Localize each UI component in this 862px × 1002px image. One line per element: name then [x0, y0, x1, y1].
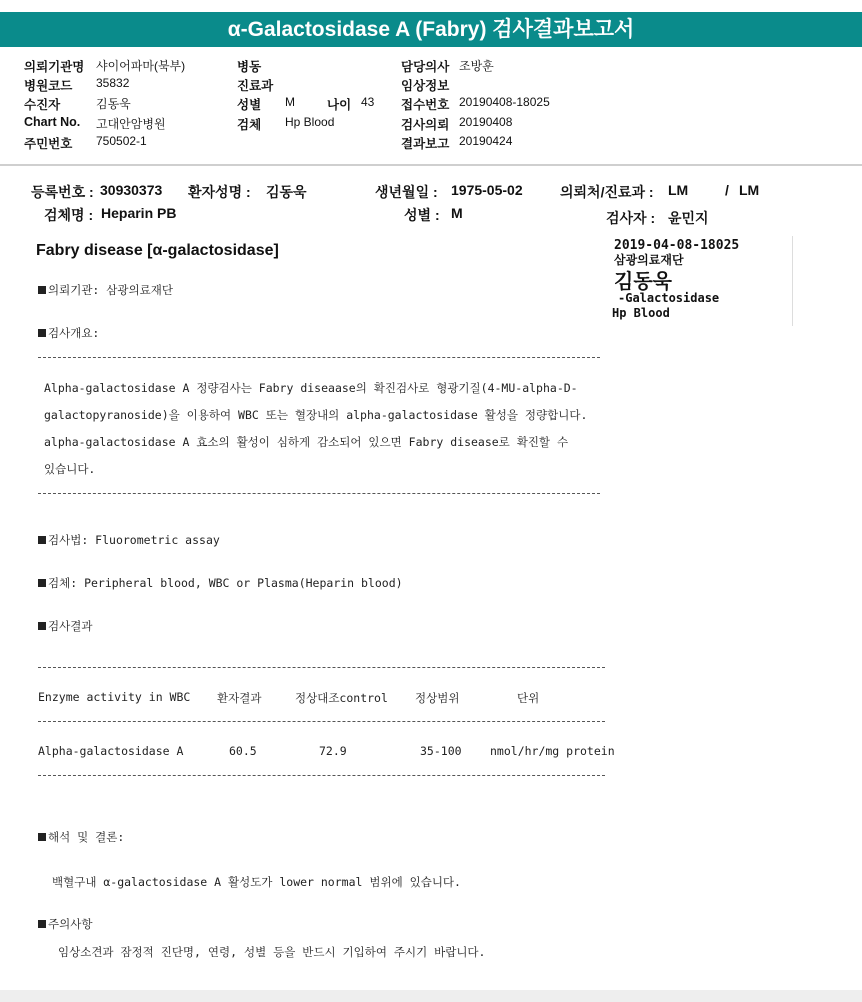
overview-line: 있습니다.	[44, 462, 96, 476]
stamp-specimen: Hp Blood	[612, 306, 670, 320]
section-specimen	[38, 575, 403, 591]
section-overview-text: 검사개요:	[48, 326, 100, 340]
header-label: 검체	[237, 118, 262, 132]
header-value: 43	[361, 95, 375, 109]
header-value: 35832	[96, 76, 130, 90]
section-specimen-text: 검체: Peripheral blood, WBC or Plasma(Heparin blood)	[48, 576, 403, 590]
header-label: Chart No.	[24, 115, 81, 129]
dob-label: 생년월일 :	[375, 184, 438, 200]
table-cell-unit: nmol/hr/mg protein	[490, 744, 615, 758]
dept-value: LM	[668, 182, 689, 198]
section-method-text: 검사법: Fluorometric assay	[48, 533, 220, 547]
section-institution-text: 의뢰기관: 삼광의료재단	[48, 283, 173, 297]
dob-value: 1975-05-02	[451, 182, 523, 198]
header-label: 의뢰기관명	[24, 60, 85, 74]
dept-label: 의뢰처/진료과 :	[560, 184, 654, 200]
header-value: 김동욱	[96, 97, 131, 111]
header-value: Hp Blood	[285, 115, 335, 129]
table-header-range: 정상범위	[415, 691, 460, 705]
table-header-control: 정상대조control	[295, 691, 388, 705]
section-interpretation-text: 해석 및 결론:	[48, 830, 125, 844]
specimen-label: 검체명 :	[44, 207, 94, 223]
specimen-label-stamp	[606, 236, 793, 326]
header-label: 병원코드	[24, 79, 73, 93]
bottom-bar	[0, 990, 862, 1002]
dashed-rule	[38, 357, 600, 358]
reg-value: 30930373	[100, 182, 163, 198]
dashed-rule	[38, 775, 605, 776]
specimen-value: Heparin PB	[101, 205, 177, 221]
table-cell-range: 35-100	[420, 744, 462, 758]
table-cell-enzyme: Alpha-galactosidase A	[38, 744, 184, 758]
header-value: 고대안암병원	[96, 117, 166, 131]
header-value: 750502-1	[96, 134, 147, 148]
report-heading: Fabry disease [α-galactosidase]	[36, 242, 279, 259]
tester-label: 검사자 :	[606, 210, 656, 226]
header-divider	[0, 164, 862, 166]
overview-line: galactopyranoside)을 이용하여 WBC 또는 혈장내의 alpha-galactosidase 활성을 정량합니다.	[44, 408, 588, 422]
reg-label: 등록번호 :	[31, 184, 94, 200]
section-institution	[38, 282, 173, 298]
header-value: 20190408-18025	[459, 95, 550, 109]
header-label: 임상정보	[401, 79, 450, 93]
header-label: 접수번호	[401, 98, 450, 112]
stamp-test: -Galactosidase	[618, 291, 720, 305]
name-value: 김동욱	[266, 184, 307, 200]
report-title-bar: α-Galactosidase A (Fabry) 검사결과보고서	[0, 12, 862, 47]
section-method	[38, 532, 220, 548]
table-cell-patient: 60.5	[229, 744, 257, 758]
header-label: 주민번호	[24, 137, 73, 151]
header-label: 성별	[237, 98, 262, 112]
header-value: 샤이어파마(북부)	[96, 59, 186, 73]
section-overview	[38, 325, 99, 341]
section-caution	[38, 916, 92, 932]
section-interpretation	[38, 829, 124, 845]
section-caution-text: 주의사항	[48, 917, 93, 931]
table-header-unit: 단위	[517, 691, 540, 705]
header-label: 검사의뢰	[401, 118, 450, 132]
stamp-institution: 삼광의료재단	[614, 253, 684, 267]
section-result-text: 검사결과	[48, 619, 93, 633]
header-label: 담당의사	[401, 60, 450, 74]
header-value: 20190424	[459, 134, 513, 148]
header-label: 결과보고	[401, 137, 450, 151]
overview-line: Alpha-galactosidase A 정량검사는 Fabry diseaase의 확진검사로 형광기질(4-MU-alpha-D-	[44, 381, 578, 395]
header-value: M	[285, 95, 295, 109]
interpretation-text: 백혈구내 α-galactosidase A 활성도가 lower normal 범위에 있습니다.	[52, 875, 461, 889]
dashed-rule	[38, 721, 605, 722]
table-header-enzyme: Enzyme activity in WBC	[38, 690, 191, 704]
table-cell-control: 72.9	[319, 744, 347, 758]
dept-separator: /	[725, 182, 729, 198]
table-header-patient: 환자결과	[217, 691, 262, 705]
header-label: 병동	[237, 60, 262, 74]
header-label: 진료과	[237, 79, 274, 93]
caution-text: 임상소견과 잠정적 진단명, 연령, 성별 등을 반드시 기입하여 주시기 바랍니다.	[58, 945, 486, 959]
dashed-rule	[38, 667, 605, 668]
header-label: 수진자	[24, 98, 61, 112]
overview-line: alpha-galactosidase A 효소의 활성이 심하게 감소되어 있으면 Fabry disease로 확진할 수	[44, 435, 569, 449]
dashed-rule	[38, 493, 600, 494]
header-value: 조방훈	[459, 59, 494, 73]
stamp-patient-name: 김동욱	[614, 269, 672, 293]
header-info-panel	[0, 47, 862, 165]
dept-value: LM	[739, 182, 760, 198]
stamp-accession: 2019-04-08-18025	[614, 238, 740, 253]
tester-value: 윤민지	[668, 210, 709, 226]
section-result	[38, 618, 92, 634]
header-label: 나이	[327, 98, 352, 112]
header-value: 20190408	[459, 115, 513, 129]
name-label: 환자성명 :	[188, 184, 251, 200]
sex-value: M	[451, 205, 463, 221]
sex-label: 성별 :	[404, 207, 440, 223]
